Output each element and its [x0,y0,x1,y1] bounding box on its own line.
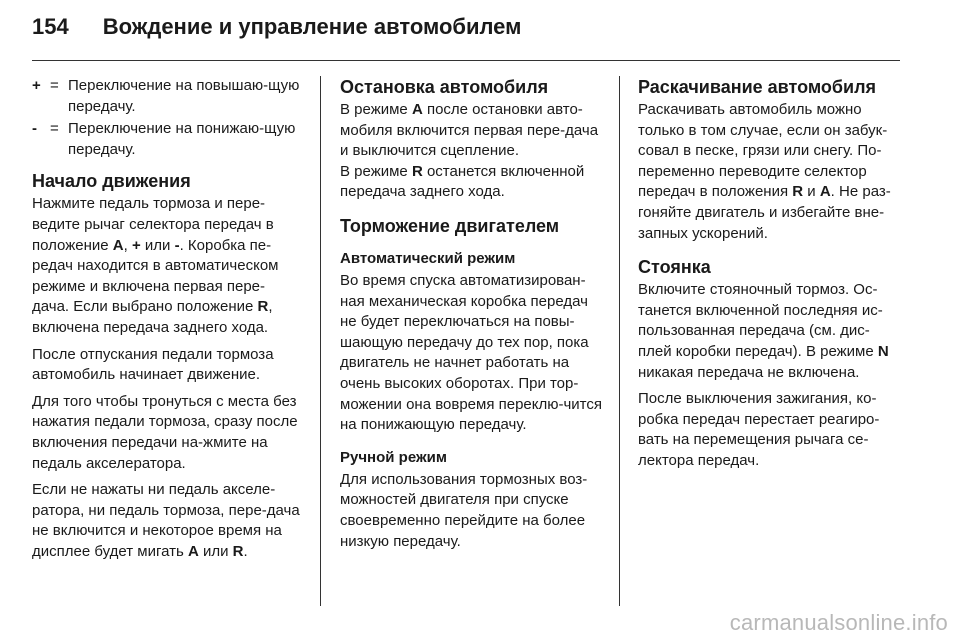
paragraph: Нажмите педаль тормоза и пере-ведите рычаг селектора передач в положение A, + или -. Коробка пе-редач находится в автоматическом режиме и включена первая пере-дача. Если выбрано положение R, включена передача заднего хода. [32,195,279,336]
page-number: 154 [32,14,69,39]
paragraph: Для того чтобы тронуться с места без нажатия педали тормоза, сразу после включения передачи на-жмите на педаль акселератора. [32,392,298,472]
page-header [32,14,521,54]
subheading-manual-mode: Ручной режим [340,448,447,466]
watermark: carmanualsonline.info [729,610,948,635]
equals-sign: = [50,77,59,94]
subheading-automatic-mode: Автоматический режим [340,249,516,267]
paragraph: В режиме R останется включенной передача заднего хода. [340,162,585,201]
plus-symbol: + [32,77,41,94]
list-item-upshift [32,76,302,117]
column-divider-2 [619,76,620,606]
section-heading-stop: Остановка автомобиля [340,77,549,97]
paragraph: После выключения зажигания, ко-робка передач перестает реагиро-вать на перемещения рычага се-лектора передач. [638,390,880,469]
section-heading-parking: Стоянка [638,257,711,278]
list-item-text: Переключение на повышаю-щую передачу. [68,77,300,115]
minus-symbol: - [32,120,37,138]
equals-sign: = [50,120,59,138]
column-divider-1 [320,76,321,606]
paragraph: Раскачивать автомобиль можно только в том случае, если он забук-совал в песке, грязи или снегу. По-переменно переводите селектор передач в положения R и A. Не раз-гоняйте двигатель и избегайте вне-запных ускорений. [638,101,891,242]
paragraph: Во время спуска автоматизирован-ная механическая коробка передач не будет переключаться на повы-шающую передачу до тех пор, пока двигатель не начнет работать на очень высоких оборотах. При тор-можении она вовремя переклю-чится на понижающую передачу. [340,271,603,434]
section-heading-start: Начало движения [32,171,191,192]
column-3 [638,76,900,478]
paragraph: После отпускания педали тормоза автомобиль начинает движение. [32,345,274,384]
paragraph: Если не нажаты ни педаль акселе-ратора, ни педаль тормоза, пере-дача не включится и некоторое время на дисплее будет мигать A или R. [32,481,300,560]
list-item-downshift [32,119,302,160]
paragraph: Для использования тормозных воз-можностей двигателя при спуске своевременно перейдите на более низкую передачу. [340,470,588,550]
paragraph: В режиме A после остановки авто-мобиля включится первая пере-дача и выключится сцепление. [340,101,599,160]
header-divider [32,60,900,61]
list-item-text: Переключение на понижаю-щую передачу. [68,120,296,158]
column-2 [340,76,602,558]
section-heading-rocking: Раскачивание автомобиля [638,77,877,97]
page-title: Вождение и управление автомобилем [102,14,522,39]
column-1 [32,76,302,568]
paragraph: Включите стояночный тормоз. Ос-танется включенной последняя ис-пользованная передача (см. дис-плей коробки передач). В режиме N никакая передача не включена. [638,281,889,381]
section-heading-engine-braking: Торможение двигателем [340,215,560,236]
